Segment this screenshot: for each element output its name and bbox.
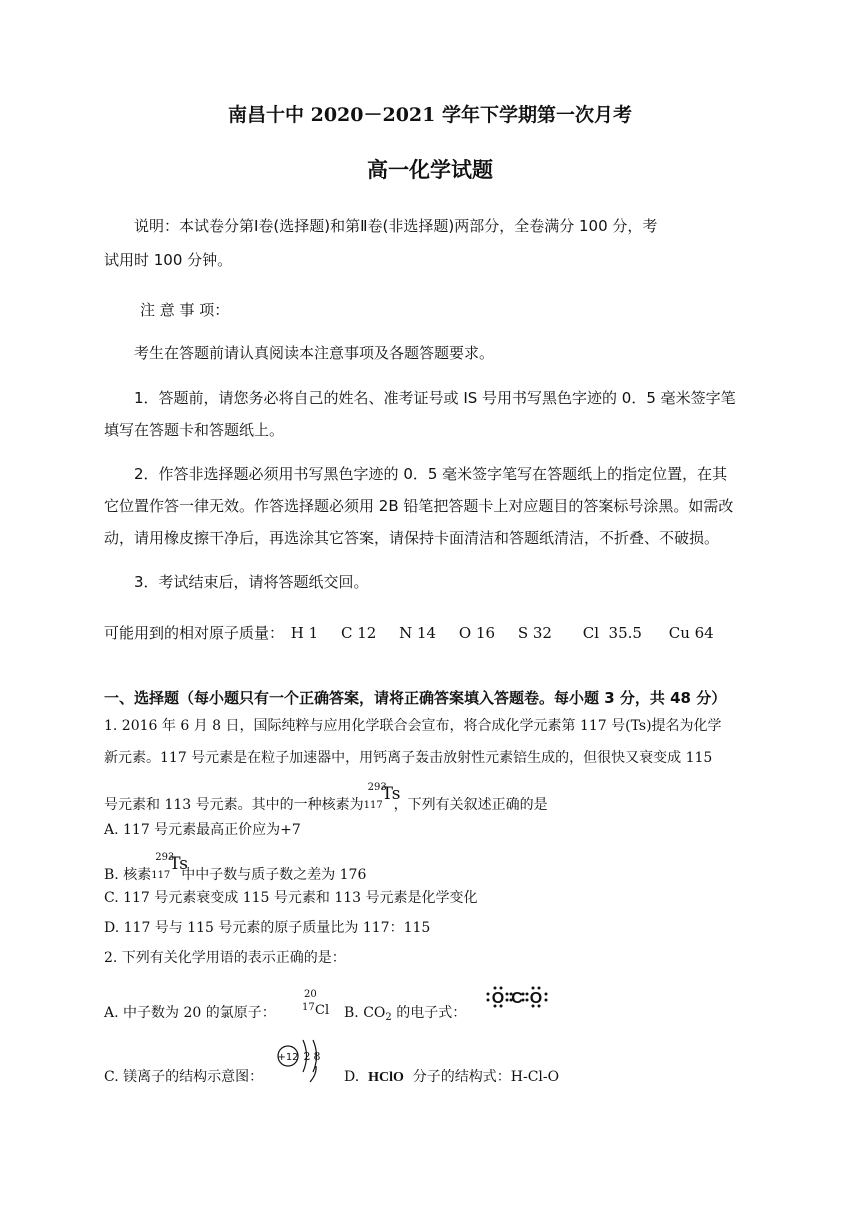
mg-nucleus-label: +12 xyxy=(277,1052,299,1063)
mass-cu: Cu 64 xyxy=(668,624,714,642)
notice-heading: 注 意 事 项： xyxy=(140,301,230,319)
atomic-masses-label: 可能用到的相对原子质量： xyxy=(104,624,285,642)
co2-dots-icon xyxy=(482,984,552,1010)
q1-option-a: A. 117 号元素最高正价应为+7 xyxy=(104,822,301,838)
nuclide-atomic-number: 117 xyxy=(363,800,383,811)
q1-line-3-a: 号元素和 113 号元素。其中的一种核素为 xyxy=(104,797,364,813)
co2-electron-dot-formula xyxy=(482,984,552,1010)
q1-option-b xyxy=(104,852,367,886)
q2-option-b-sub: 2 xyxy=(385,1012,392,1023)
notice-item-2-line-1: 2．作答非选择题必须用书写黑色字迹的 0．5 毫米签字笔写在答题纸上的指定位置，在其 xyxy=(134,465,728,483)
q1-line-3 xyxy=(104,782,548,816)
nuclide-b-atomic-number: 117 xyxy=(151,870,171,881)
q2-option-d-a: D. xyxy=(344,1069,369,1085)
co2-atom-c: C xyxy=(511,990,523,1007)
q1-option-c: C. 117 号元素衰变成 115 号元素和 113 号元素是化学变化 xyxy=(104,890,478,906)
chlorine-mass-number: 20 xyxy=(304,989,317,1000)
nuclide-b-mass-number: 293 xyxy=(155,852,175,863)
q1-line-3-b: ，下列有关叙述正确的是 xyxy=(393,797,548,813)
exam-title: 南昌十中 2020－2021 学年下学期第一次月考 xyxy=(228,104,632,126)
q2-option-d-hclo: HClO xyxy=(368,1070,404,1085)
section-1-heading: 一、选择题（每小题只有一个正确答案，请将正确答案填入答题卷。每小题 3 分，共 48 分） xyxy=(104,689,727,707)
mass-c: C 12 xyxy=(340,624,377,642)
co2-atom-o2: O xyxy=(529,990,543,1007)
notice-item-3: 3．考试结束后，请将答题纸交回。 xyxy=(134,573,369,591)
q2-option-a: A. 中子数为 20 的氯原子： xyxy=(104,1005,276,1021)
q2-stem: 2. 下列有关化学用语的表示正确的是： xyxy=(104,950,346,966)
mass-o: O 16 xyxy=(458,624,496,642)
mg-ion-structure-diagram xyxy=(276,1036,324,1086)
q2-option-c: C. 镁离子的结构示意图： xyxy=(104,1069,264,1085)
mass-s: S 32 xyxy=(517,624,552,642)
q1-line-2: 新元素。117 号元素是在粒子加速器中，用钙离子轰击放射性元素锫生成的，但很快又衰变成 115 xyxy=(104,750,713,766)
notice-item-2-line-3: 动，请用橡皮擦干净后，再选涂其它答案，请保持卡面清洁和答题纸清洁，不折叠、不破损。 xyxy=(104,529,720,547)
q1-option-d: D. 117 号与 115 号元素的原子质量比为 117：115 xyxy=(104,920,431,936)
q1-line-1: 1. 2016 年 6 月 8 日，国际纯粹与应用化学联合会宣布，将合成化学元素第 117 号(Ts)提名为化学 xyxy=(104,718,722,734)
nuclide-b-symbol: Ts xyxy=(169,854,189,874)
nuclide-mass-number: 293 xyxy=(367,782,387,793)
nuclide-ts-option-b xyxy=(151,852,189,881)
mass-h: H 1 xyxy=(290,624,319,642)
nuclide-symbol: Ts xyxy=(381,784,401,804)
q1-option-b-a: B. 核素 xyxy=(104,867,152,883)
chlorine-symbol: Cl xyxy=(315,1003,330,1018)
atomic-masses-line xyxy=(104,622,714,644)
q2-option-d xyxy=(344,1066,559,1086)
mg-ion-diagram-icon xyxy=(276,1036,324,1086)
q2-option-b xyxy=(344,1002,466,1023)
intro-line-1: 说明：本试卷分第Ⅰ卷(选择题)和第Ⅱ卷(非选择题)两部分，全卷满分 100 分，考 xyxy=(134,217,658,235)
q2-option-b-b: 的电子式： xyxy=(391,1005,467,1021)
q2-option-d-b: 分子的结构式：H-Cl-O xyxy=(403,1069,560,1085)
exam-subtitle: 高一化学试题 xyxy=(367,158,493,182)
q2-option-b-a: B. CO xyxy=(344,1005,386,1021)
notice-item-1-line-1: 1．答题前，请您务必将自己的姓名、准考证号或 IS 号用书写黑色字迹的 0．5 毫米签字笔 xyxy=(134,389,736,407)
mass-cl: Cl 35.5 xyxy=(582,624,642,642)
co2-atom-o1: O xyxy=(491,990,505,1007)
mass-n: N 14 xyxy=(399,624,437,642)
mg-shell-1: 2 xyxy=(303,1050,311,1063)
nuclide-ts xyxy=(363,782,401,811)
q1-option-b-b: 中中子数与质子数之差为 176 xyxy=(181,867,367,883)
chlorine-atomic-number: 17 xyxy=(302,1002,315,1013)
mg-shell-2: 8 xyxy=(313,1050,321,1063)
intro-line-2: 试用时 100 分钟。 xyxy=(104,251,233,269)
notice-item-2-line-2: 它位置作答一律无效。作答选择题必须用 2B 铅笔把答题卡上对应题目的答案标号涂黑。如需改 xyxy=(104,497,734,515)
notice-intro: 考生在答题前请认真阅读本注意事项及各题答题要求。 xyxy=(134,344,495,362)
notice-item-1-line-2: 填写在答题卡和答题纸上。 xyxy=(104,421,285,439)
